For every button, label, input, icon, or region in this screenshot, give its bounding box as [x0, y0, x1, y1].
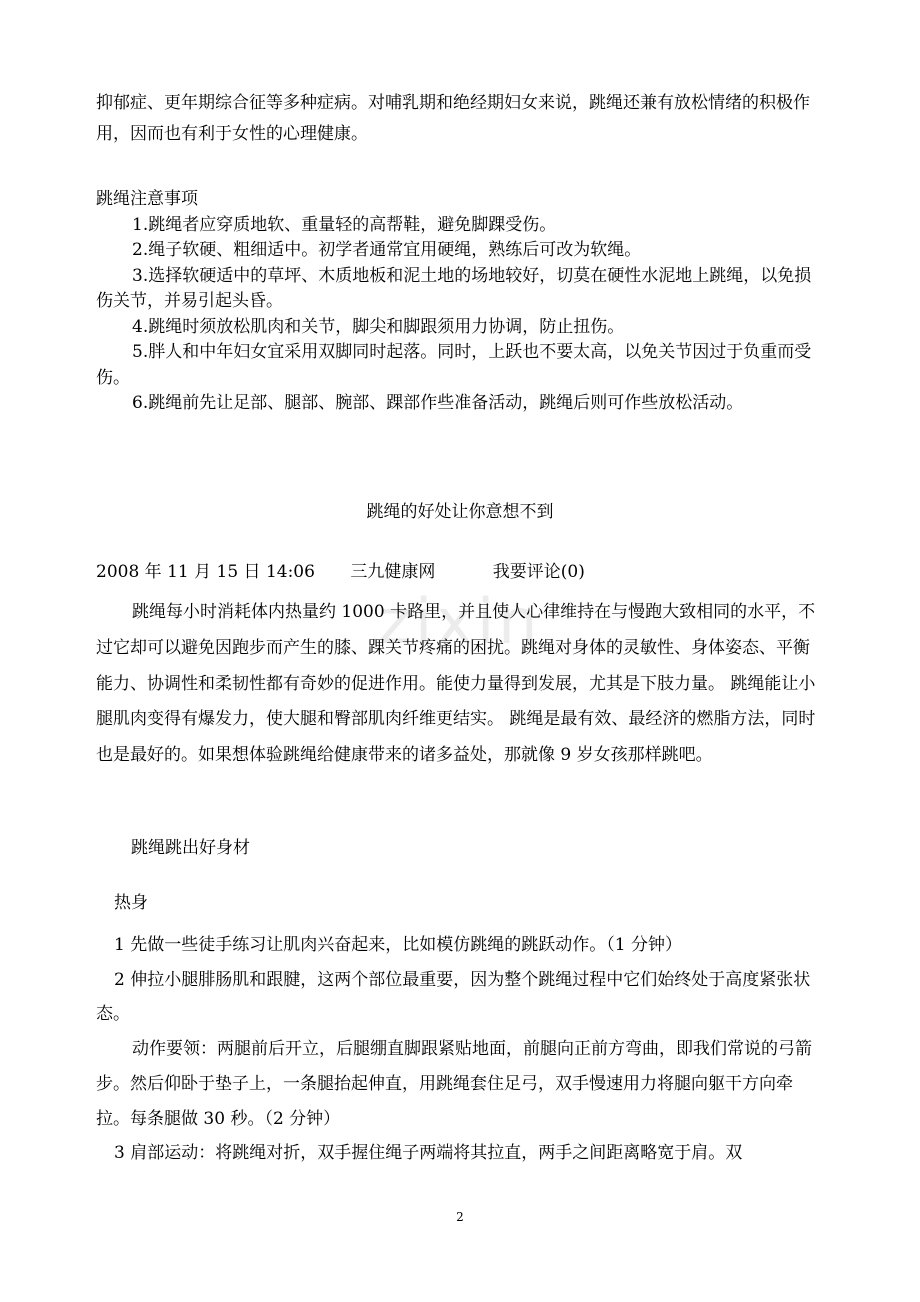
comment-link[interactable]: 我要评论(0) — [492, 562, 585, 582]
notes-item: 1.跳绳者应穿质地软、重量轻的高帮鞋，避免脚踝受伤。 — [132, 214, 557, 235]
article-body: 跳绳每小时消耗体内热量约 1000 卡路里，并且使人心律维持在与慢跑大致相同的水平，不过它却可以避免因跑步而产生的膝、踝关节疼痛的困扰。跳绳对身体的灵敏性、身体姿态、平衡能力、协调性和柔韧性都有奇妙的促进作用。能使力量得到发展，尤其是下肢力量。 跳绳能让小腿肌肉变得有爆发力，使大腿和臀部肌肉纤维更结实。 跳绳是最有效、最经济的燃脂方法，同时也是最好的。如果想体验跳绳给健康带来的诸多益处，那就像 9 岁女孩那样跳吧。 — [96, 602, 816, 766]
article-date: 2008 年 11 月 15 日 14:06 — [96, 562, 315, 582]
watermark: zixin — [378, 585, 542, 658]
article-title: 跳绳的好处让你意想不到 — [366, 502, 554, 522]
notes-item: 3.选择软硬适中的草坪、木质地板和泥土地的场地较好，切莫在硬性水泥地上跳绳，以免损伤关节，并易引起头昏。 — [96, 265, 812, 311]
step-item: 1 先做一些徒手练习让肌肉兴奋起来，比如模仿跳绳的跳跃动作。（1 分钟） — [114, 935, 682, 955]
step-item: 3 肩部运动：将跳绳对折，双手握住绳子两端将其拉直，两手之间距离略宽于肩。双 — [114, 1143, 743, 1164]
article-subheading: 跳绳跳出好身材 — [131, 838, 250, 858]
notes-item: 6.跳绳前先让足部、腿部、腕部、踝部作些准备活动，跳绳后则可作些放松活动。 — [132, 393, 744, 413]
intro-paragraph: 抑郁症、更年期综合征等多种症病。对哺乳期和绝经期妇女来说，跳绳还兼有放松情绪的积极作用，因而也有利于女性的心理健康。 — [96, 93, 810, 144]
notes-section — [96, 187, 824, 417]
warmup-heading: 热身 — [114, 893, 148, 913]
notes-item: 4.跳绳时须放松肌肉和关节，脚尖和脚跟须用力协调，防止扭伤。 — [132, 316, 625, 337]
article-source: 三九健康网 — [350, 562, 436, 582]
article-meta — [96, 557, 585, 582]
notes-item: 2.绳子软硬、粗细适中。初学者通常宜用硬绳，熟练后可改为软绳。 — [132, 240, 642, 260]
page-number: 2 — [456, 1210, 464, 1224]
notes-item: 5.胖人和中年妇女宜采用双脚同时起落。同时，上跃也不要太高，以免关节因过于负重而受伤。 — [96, 342, 812, 388]
step-item: 2 伸拉小腿腓肠肌和跟腱，这两个部位最重要，因为整个跳绳过程中它们始终处于高度紧张状态。 — [96, 969, 811, 1025]
notes-heading: 跳绳注意事项 — [96, 189, 198, 209]
warmup-steps — [96, 928, 824, 1171]
step-item: 动作要领：两腿前后开立，后腿绷直脚跟紧贴地面，前腿向正前方弯曲，即我们常说的弓箭步。然后仰卧于垫子上，一条腿抬起伸直，用跳绳套住足弓，双手慢速用力将腿向躯干方向牵拉。每条腿做 30 秒。（2 分钟） — [96, 1039, 812, 1129]
